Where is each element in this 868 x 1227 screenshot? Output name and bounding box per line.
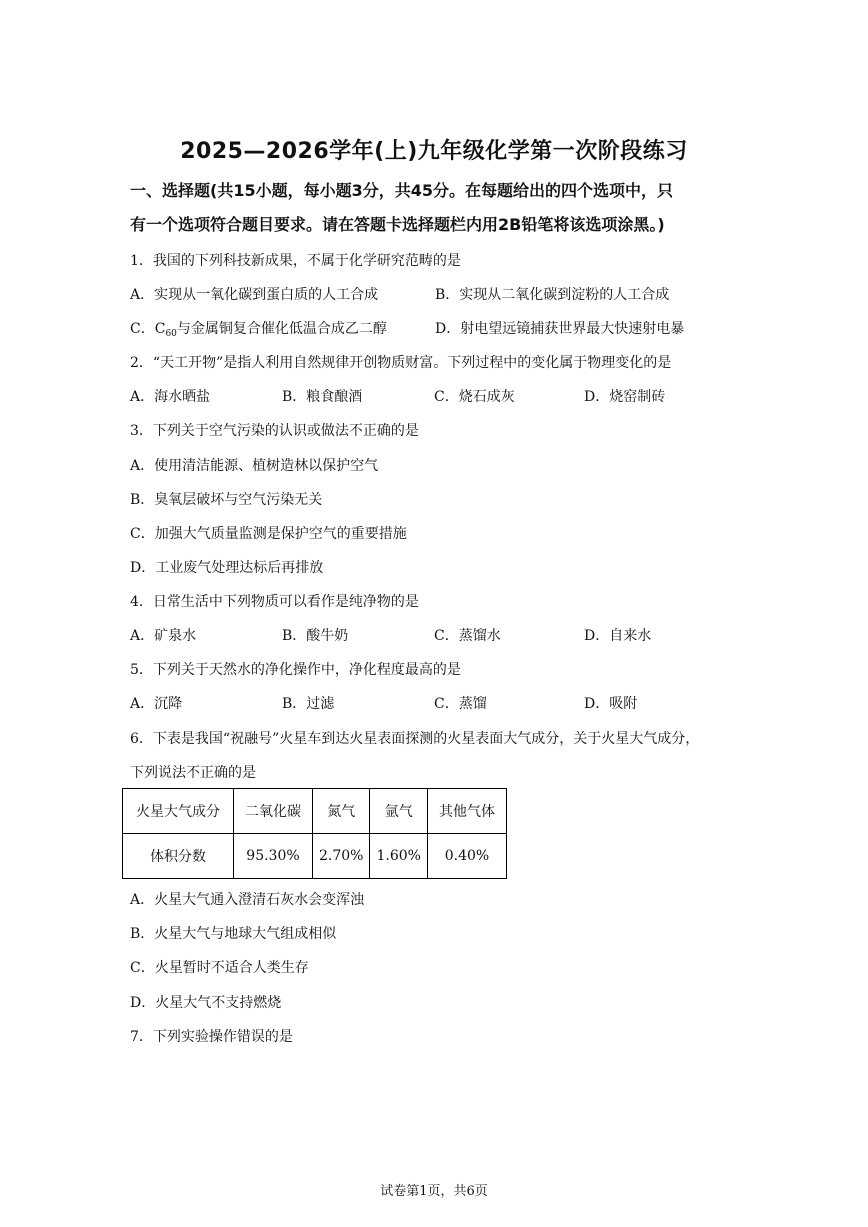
table-cell: 体积分数 [123, 834, 234, 879]
question-3-option-a: A．使用清洁能源、植树造林以保护空气 [130, 458, 379, 474]
table-header-cell: 氮气 [313, 789, 370, 834]
question-3-option-d: D．工业废气处理达标后再排放 [130, 560, 324, 576]
option-c-text: 与金属铜复合催化低温合成乙二醇 [176, 321, 387, 337]
table-cell: 95.30% [234, 834, 313, 879]
table-header-cell: 火星大气成分 [123, 789, 234, 834]
subscript-60: 60 [165, 329, 177, 339]
question-6-option-a: A．火星大气通入澄清石灰水会变浑浊 [130, 892, 365, 908]
table-header-cell: 二氧化碳 [234, 789, 313, 834]
question-4-option-c: C．蒸馏水 [434, 628, 501, 644]
question-2-option-d: D．烧窑制砖 [584, 389, 666, 405]
table-row [123, 834, 507, 879]
question-5-option-b: B．过滤 [282, 696, 335, 712]
question-3-stem: 3．下列关于空气污染的认识或做法不正确的是 [130, 423, 419, 439]
table-header-cell: 氩气 [370, 789, 427, 834]
question-1-option-a: A．实现从一氧化碳到蛋白质的人工合成 [130, 287, 379, 303]
table-cell: 1.60% [370, 834, 427, 879]
question-4-option-a: A．矿泉水 [130, 628, 197, 644]
question-3-option-b: B．臭氧层破坏与空气污染无关 [130, 492, 323, 508]
question-5-stem: 5．下列关于天然水的净化操作中，净化程度最高的是 [130, 662, 461, 678]
question-2-stem: 2．“天工开物”是指人利用自然规律开创物质财富。下列过程中的变化属于物理变化的是 [130, 355, 672, 371]
question-4-option-b: B．酸牛奶 [282, 628, 349, 644]
question-6-option-b: B．火星大气与地球大气组成相似 [130, 926, 337, 942]
question-6-option-d: D．火星大气不支持燃烧 [130, 995, 282, 1011]
page-title: 2025—2026学年(上)九年级化学第一次阶段练习 [180, 139, 688, 164]
table-cell: 0.40% [427, 834, 506, 879]
question-2-option-b: B．粮食酿酒 [282, 389, 363, 405]
section-instruction-line1: 一、选择题(共15小题，每小题3分，共45分。在每题给出的四个选项中，只 [130, 181, 673, 200]
question-2-option-a: A．海水晒盐 [130, 389, 211, 405]
option-c-prefix: C．C [130, 321, 166, 337]
question-5-option-d: D．吸附 [584, 696, 638, 712]
table-header-cell: 其他气体 [427, 789, 506, 834]
question-1-option-c [130, 318, 387, 338]
table-header-row [123, 789, 507, 834]
question-4-option-d: D．自来水 [584, 628, 652, 644]
question-1-stem: 1．我国的下列科技新成果，不属于化学研究范畴的是 [130, 253, 461, 269]
question-7-stem: 7．下列实验操作错误的是 [130, 1029, 293, 1045]
table-cell: 2.70% [313, 834, 370, 879]
question-3-option-c: C．加强大气质量监测是保护空气的重要措施 [130, 526, 407, 542]
question-1-option-b: B．实现从二氧化碳到淀粉的人工合成 [435, 287, 670, 303]
section-instruction-line2: 有一个选项符合题目要求。请在答题卡选择题栏内用2B铅笔将该选项涂黑。) [130, 215, 665, 234]
question-6-stem-line2: 下列说法不正确的是 [130, 765, 256, 781]
question-4-stem: 4．日常生活中下列物质可以看作是纯净物的是 [130, 594, 419, 610]
question-1-option-d: D．射电望远镜捕获世界最大快速射电暴 [435, 321, 685, 337]
mars-atmosphere-table [122, 788, 507, 879]
question-2-option-c: C．烧石成灰 [434, 389, 515, 405]
question-6-option-c: C．火星暂时不适合人类生存 [130, 960, 309, 976]
question-5-option-c: C．蒸馏 [434, 696, 487, 712]
question-6-stem-line1: 6．下表是我国“祝融号”火星车到达火星表面探测的火星表面大气成分，关于火星大气成分， [130, 731, 700, 747]
section-heading [130, 174, 750, 242]
question-5-option-a: A．沉降 [130, 696, 183, 712]
page-footer: 试卷第1页，共6页 [380, 1184, 488, 1199]
